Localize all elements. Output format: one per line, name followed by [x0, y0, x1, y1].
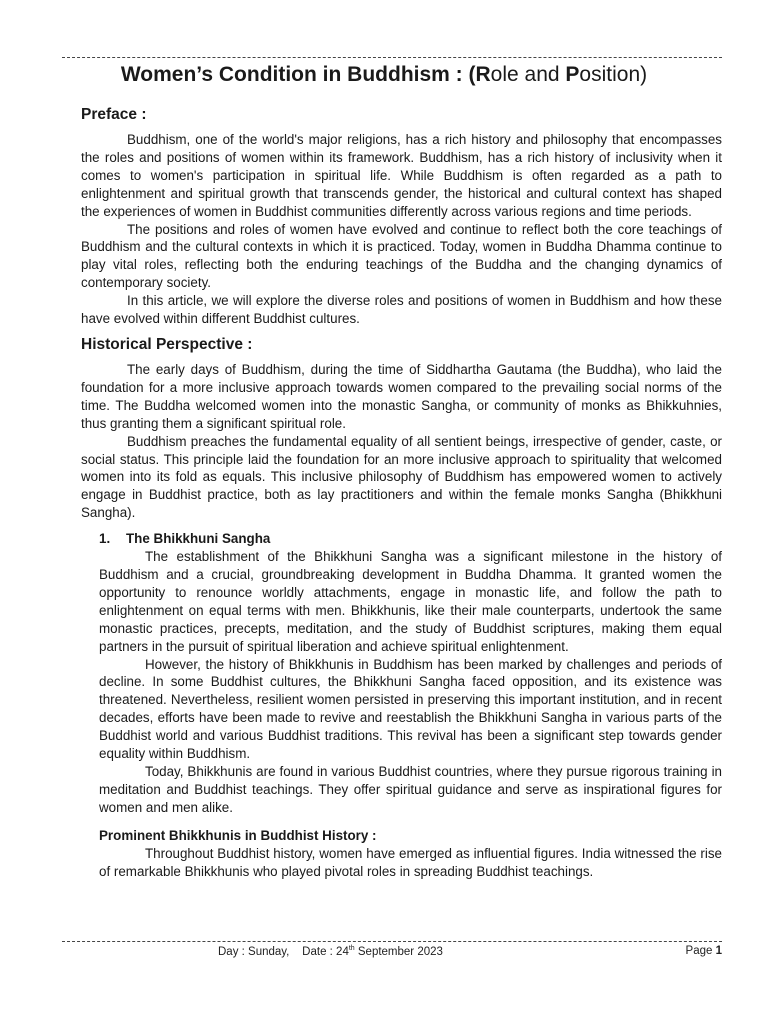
preface-section — [81, 106, 722, 328]
header-divider — [62, 57, 722, 58]
historical-paragraph-1: The early days of Buddhism, during the time of Siddhartha Gautama (the Buddha), who laid the foundation for a more inclusive approach towards women compared to the prevailing social norms of the time. The Buddha welcomed women into the monastic Sangha, or community of monks as Bhikkuhnies, thus granting them a significant spiritual role. — [81, 361, 722, 431]
preface-heading: Preface : — [81, 106, 147, 123]
historical-section — [81, 336, 722, 522]
page-number: Page 1 — [685, 945, 722, 957]
footer-date: Date : 24th September 2023 — [302, 945, 443, 958]
sangha-paragraph-1: The establishment of the Bhikkhuni Sangha was a significant milestone in the history of Buddhism and a crucial, groundbreaking development in Buddha Dhamma. It granted women the opportunity to renounce worldly attachments, engage in monastic life, and follow the path to enlightenment on equal terms with men. Bhikkhunis, like their male counterparts, undertook the same monastic practices, precepts, meditation, and the study of Buddhist scriptures, making them equal partners in the pursuit of spiritual liberation and achieve spiritual enlightenment. — [99, 549, 722, 654]
article-body — [81, 106, 722, 881]
preface-paragraph-3: In this article, we will explore the diverse roles and positions of women in Buddhism and how these have evolved within different Buddhist cultures. — [81, 293, 722, 327]
sangha-paragraph-2: However, the history of Bhikkhunis in Buddhism has been marked by challenges and periods of decline. In some Buddhist cultures, the Bhikkhuni Sangha faced opposition, and its existence was threatened. Nevertheless, resilient women persisted in preserving this important institution, and in recent decades, efforts have been made to revive and reestablish the Bhikkhuni Sangha in various parts of the Buddhist world and various Buddhist traditions. This revival has been a significant step towards gender equality within Buddhism. — [99, 656, 722, 762]
page-title: Women’s Condition in Buddhism : (Role and Position) — [120, 63, 648, 86]
prominent-paragraph-1: Throughout Buddhist history, women have emerged as influential figures. India witnessed the rise of remarkable Bhikkhunis who played pivotal roles in spreading Buddhist teachings. — [99, 845, 722, 879]
bhikkhuni-sangha-heading — [99, 530, 722, 548]
preface-paragraph-1: Buddhism, one of the world's major religions, has a rich history and philosophy that encompasses the roles and positions of women within its framework. Buddhism, has a rich history of inclusivity when it comes to women's participation in spiritual life. While Buddhism is often regarded as a path to enlightenment and spiritual growth that transcends gender, the historical and cultural context has shaped the experiences of women in Buddhist communities differently across various regions and time periods. — [81, 132, 722, 219]
bhikkhuni-sangha-title: The Bhikkhuni Sangha — [126, 531, 271, 547]
footer-day: Day : Sunday, — [218, 945, 290, 958]
prominent-heading: Prominent Bhikkhunis in Buddhist History : — [99, 827, 377, 843]
historical-heading: Historical Perspective : — [81, 335, 253, 353]
page-footer — [218, 945, 722, 958]
historical-paragraph-2: Buddhism preaches the fundamental equality of all sentient beings, irrespective of gender, caste, or social status. This principle laid the foundation for an more inclusive approach to spirituality that welcomed women into its fold as equals. This inclusive philosophy of Buddhism has empowered women to actively engage in Buddhist practice, both as lay practitioners and within the female monks Sangha (Bhikkhuni Sangha). — [81, 433, 722, 521]
preface-paragraph-2: The positions and roles of women have evolved and continue to reflect both the core teachings of Buddhism and the cultural contexts in which it is practiced. Today, women in Buddha Dhamma continue to play vital roles, reflecting both the enduring teachings of the Buddha and the changing dynamics of contemporary society. — [81, 221, 722, 291]
footer-divider — [62, 941, 722, 942]
sangha-paragraph-3: Today, Bhikkhunis are found in various Buddhist countries, where they pursue rigorous training in meditation and Buddhist teachings. They offer spiritual guidance and serve as inspirational figures for women and men alike. — [99, 764, 722, 815]
list-number: 1. — [99, 531, 111, 547]
bhikkhuni-sangha-section — [99, 530, 722, 880]
